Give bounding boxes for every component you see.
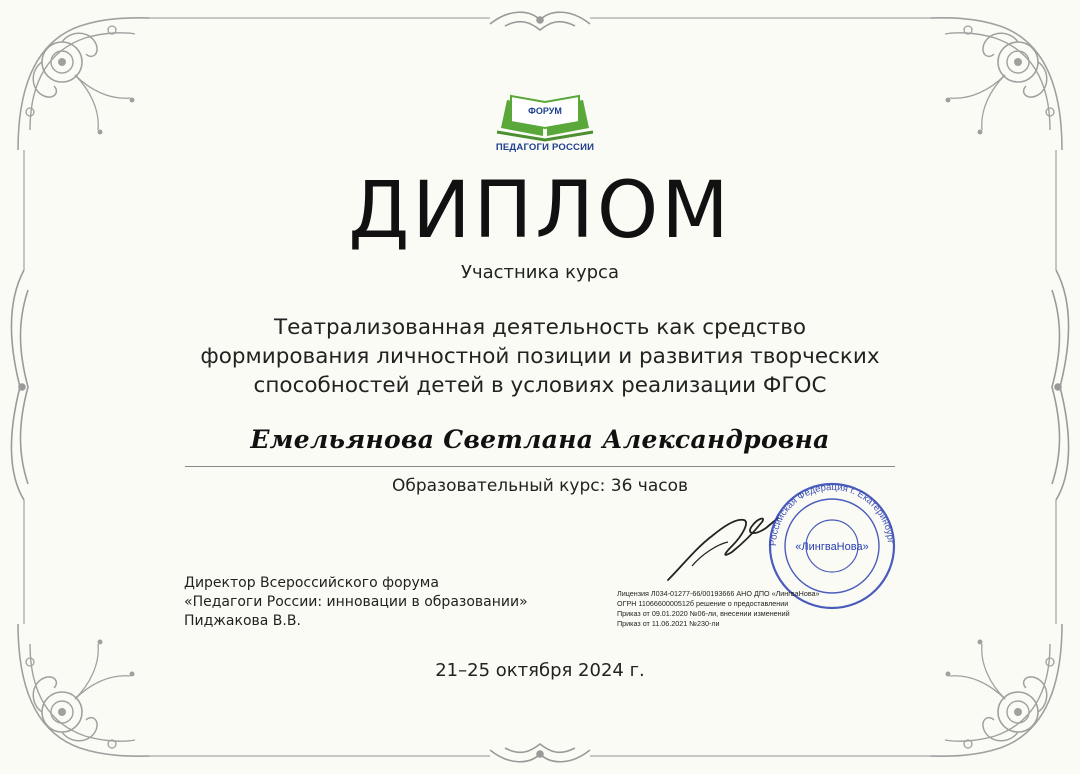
director-name: Пиджакова В.В. (184, 613, 301, 629)
corner-ornament-bottom-right (930, 624, 1062, 756)
diploma-subtitle: Участника курса (461, 262, 619, 283)
svg-text:Российская Федерация г. Екатер (768, 482, 896, 546)
course-name (140, 313, 940, 400)
logo-top-text: ФОРУМ (528, 106, 562, 116)
recipient-underline (185, 466, 895, 467)
course-dates: 21–25 октября 2024 г. (435, 660, 645, 681)
license-line: Лицензия Л034-01277-66/00193666 АНО ДПО «ЛингваНова» (617, 589, 820, 598)
right-middle-ornament (1052, 270, 1069, 500)
corner-ornament-bottom-left (18, 624, 150, 756)
stamp-ring-text: Российская Федерация г. Екатеринбург (767, 481, 896, 547)
director-title: Директор Всероссийского форума (184, 575, 439, 591)
license-line: Приказ от 11.06.2021 №230-ли (617, 619, 720, 628)
stamp-center-text: «ЛингваНова» (795, 541, 869, 553)
license-line: ОГРН 1106660000512б решение о предоставлении (617, 599, 789, 608)
director-forum: «Педагоги России: инновации в образовании» (184, 594, 528, 610)
bottom-center-ornament (490, 744, 590, 762)
logo-bottom-text: ПЕДАГОГИ РОССИИ (495, 142, 595, 153)
top-center-ornament (490, 12, 590, 30)
course-line: Театрализованная деятельность как средство (273, 315, 807, 340)
director-block (184, 574, 604, 631)
corner-ornament-top-right (930, 18, 1062, 150)
recipient-name: Емельянова Светлана Александровна (250, 425, 830, 454)
diploma-title: ДИПЛОМ (348, 166, 732, 256)
license-info (617, 589, 917, 629)
forum-logo (493, 92, 597, 156)
course-line: формирования личностной позиции и развития творческих (200, 344, 880, 369)
corner-ornament-top-left (18, 18, 150, 150)
left-middle-ornament (11, 270, 28, 500)
license-line: Приказ от 09.01.2020 №06-ли, внесении изменений (617, 609, 790, 618)
course-line: способностей детей в условиях реализации ФГОС (253, 373, 827, 398)
course-hours: Образовательный курс: 36 часов (391, 476, 689, 496)
